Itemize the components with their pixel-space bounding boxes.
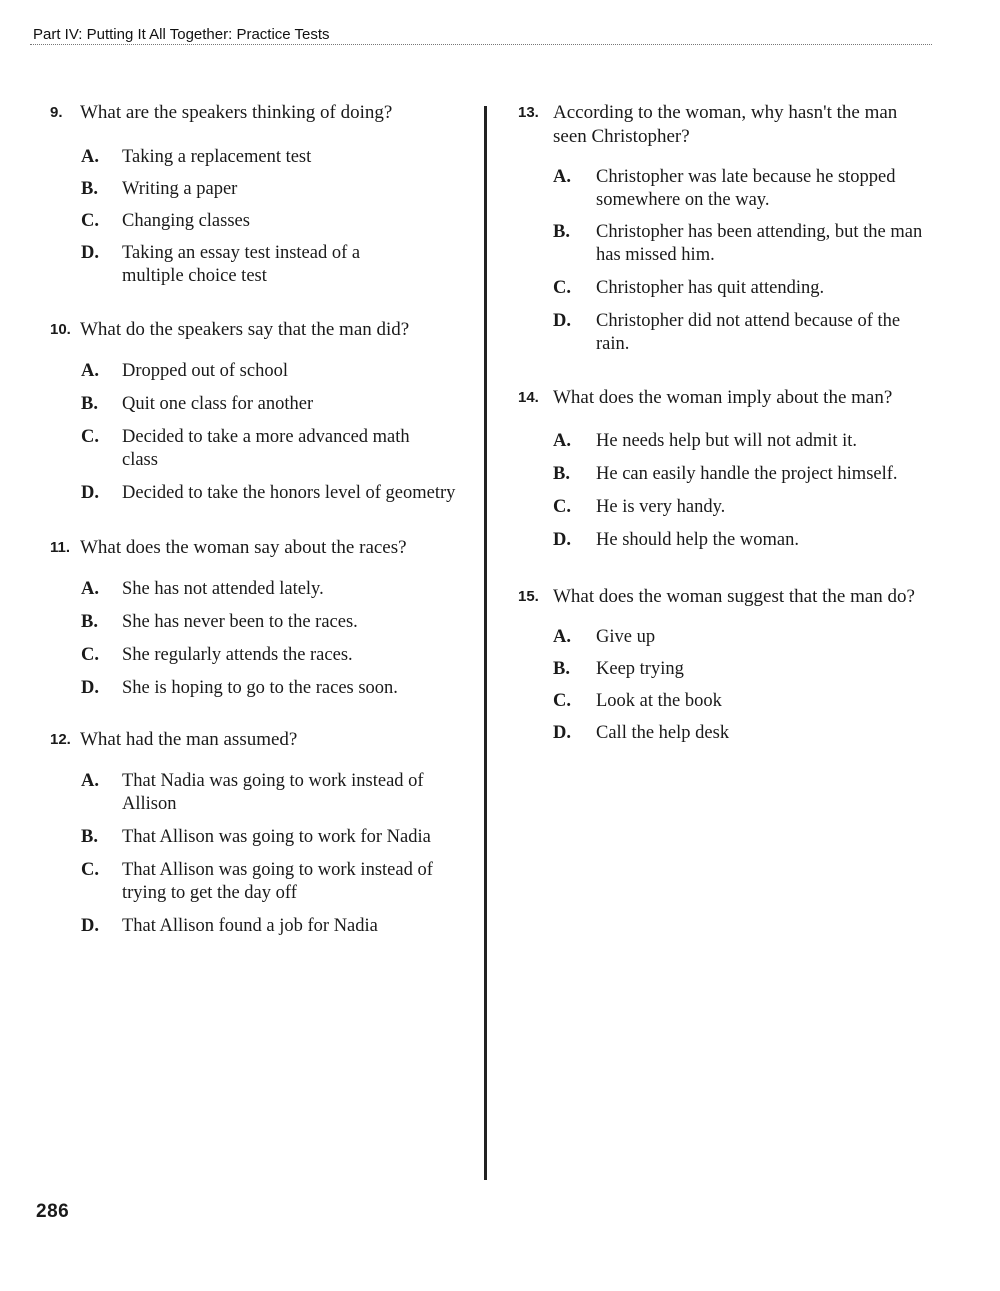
answer-option [81,482,461,505]
answer-options [50,578,465,700]
option-text: Decided to take a more advanced math class [122,427,410,470]
option-letter: B. [81,179,98,199]
answer-option [81,242,426,288]
option-letter: D. [553,311,571,331]
option-text: Writing a paper [122,179,238,199]
question-number: 11. [50,539,71,556]
option-letter: C. [553,691,571,711]
question-text: What are the speakers thinking of doing? [80,102,393,123]
option-letter: A. [553,431,571,451]
answer-option [81,915,465,938]
option-text: Look at the book [596,691,722,711]
left-column [50,101,465,938]
option-text: Changing classes [122,211,250,231]
answer-option [81,677,426,700]
option-letter: B. [81,827,98,847]
option-letter: D. [81,678,99,698]
option-letter: A. [81,147,99,167]
question-11 [50,536,465,700]
question-number: 13. [518,104,539,121]
option-text: Quit one class for another [122,394,314,414]
answer-options [518,626,943,745]
answer-option [553,658,943,681]
option-text: Christopher was late because he stopped somewhere on the way. [596,167,896,210]
option-text: That Allison found a job for Nadia [122,916,378,936]
answer-option [81,146,465,169]
page-number: 286 [36,1201,70,1222]
question-text: What does the woman say about the races? [80,537,407,558]
question-number: 15. [518,588,539,605]
answer-option [81,360,465,383]
answer-options [518,430,943,552]
answer-option [81,611,465,634]
option-letter: C. [553,278,571,298]
right-column [518,101,943,745]
question-9 [50,101,465,288]
option-text: She regularly attends the races. [122,645,353,665]
answer-option [81,210,465,233]
option-text: Give up [596,627,656,647]
answer-option [81,859,456,905]
answer-option [553,166,913,212]
question-text: What does the woman suggest that the man do? [553,586,915,607]
answer-options [50,360,465,505]
answer-options [50,146,465,288]
option-letter: C. [553,497,571,517]
option-letter: D. [553,530,571,550]
option-letter: D. [81,916,99,936]
answer-option [553,690,943,713]
answer-option [81,426,441,472]
question-15 [518,585,943,745]
option-letter: D. [81,243,99,263]
question-number: 10. [50,321,71,338]
option-letter: A. [81,771,99,791]
option-text: She has never been to the races. [122,612,358,632]
option-text: Christopher has quit attending. [596,278,825,298]
question-13 [518,101,943,356]
answer-option [553,221,943,267]
answer-options [518,166,943,356]
option-text: Taking an essay test instead of a multiple choice test [122,243,361,286]
answer-option [553,722,943,745]
answer-option [553,277,943,300]
answer-option [553,529,943,552]
question-10 [50,318,465,505]
question-text: What do the speakers say that the man did? [80,319,410,340]
question-12 [50,728,465,938]
option-text: Decided to take the honors level of geometry [122,483,456,503]
question-text: According to the woman, why hasn't the man seen Christopher? [553,102,898,147]
question-text: What had the man assumed? [80,729,298,750]
answer-option [81,578,465,601]
option-text: Dropped out of school [122,361,288,381]
answer-option [553,626,943,649]
option-letter: C. [81,860,99,880]
option-text: She is hoping to go to the races soon. [122,678,398,698]
option-letter: A. [553,167,571,187]
answer-option [81,826,461,849]
answer-option [553,430,943,453]
option-letter: A. [553,627,571,647]
option-text: Christopher did not attend because of the rain. [596,311,901,354]
option-letter: B. [553,659,570,679]
option-letter: A. [81,579,99,599]
answer-option [553,310,938,356]
question-14 [518,386,943,552]
option-text: He is very handy. [596,497,726,517]
option-text: She has not attended lately. [122,579,324,599]
option-letter: B. [81,394,98,414]
answer-option [81,178,465,201]
option-text: He needs help but will not admit it. [596,431,858,451]
option-letter: C. [81,211,99,231]
option-text: He can easily handle the project himself. [596,464,898,484]
answer-options [50,770,465,938]
option-text: Christopher has been attending, but the man has missed him. [596,222,923,265]
option-text: That Nadia was going to work instead of Allison [122,771,424,814]
option-letter: C. [81,645,99,665]
option-letter: C. [81,427,99,447]
option-letter: D. [81,483,99,503]
answer-option [81,393,465,416]
option-text: That Allison was going to work for Nadia [122,827,431,847]
option-text: Taking a replacement test [122,147,312,167]
option-letter: B. [81,612,98,632]
question-text: What does the woman imply about the man? [553,387,893,408]
option-text: Call the help desk [596,723,730,743]
column-divider [484,106,487,1180]
header-rule [30,44,932,45]
answer-option [81,770,426,816]
option-letter: B. [553,464,570,484]
question-number: 9. [50,104,63,121]
answer-option [553,463,913,486]
option-text: He should help the woman. [596,530,799,550]
running-header: Part IV: Putting It All Together: Practice Tests [33,26,330,43]
answer-option [81,644,465,667]
question-number: 14. [518,389,539,406]
question-number: 12. [50,731,71,748]
option-text: Keep trying [596,659,684,679]
option-text: That Allison was going to work instead of trying to get the day off [122,860,433,903]
option-letter: A. [81,361,99,381]
answer-option [553,496,943,519]
option-letter: B. [553,222,570,242]
option-letter: D. [553,723,571,743]
